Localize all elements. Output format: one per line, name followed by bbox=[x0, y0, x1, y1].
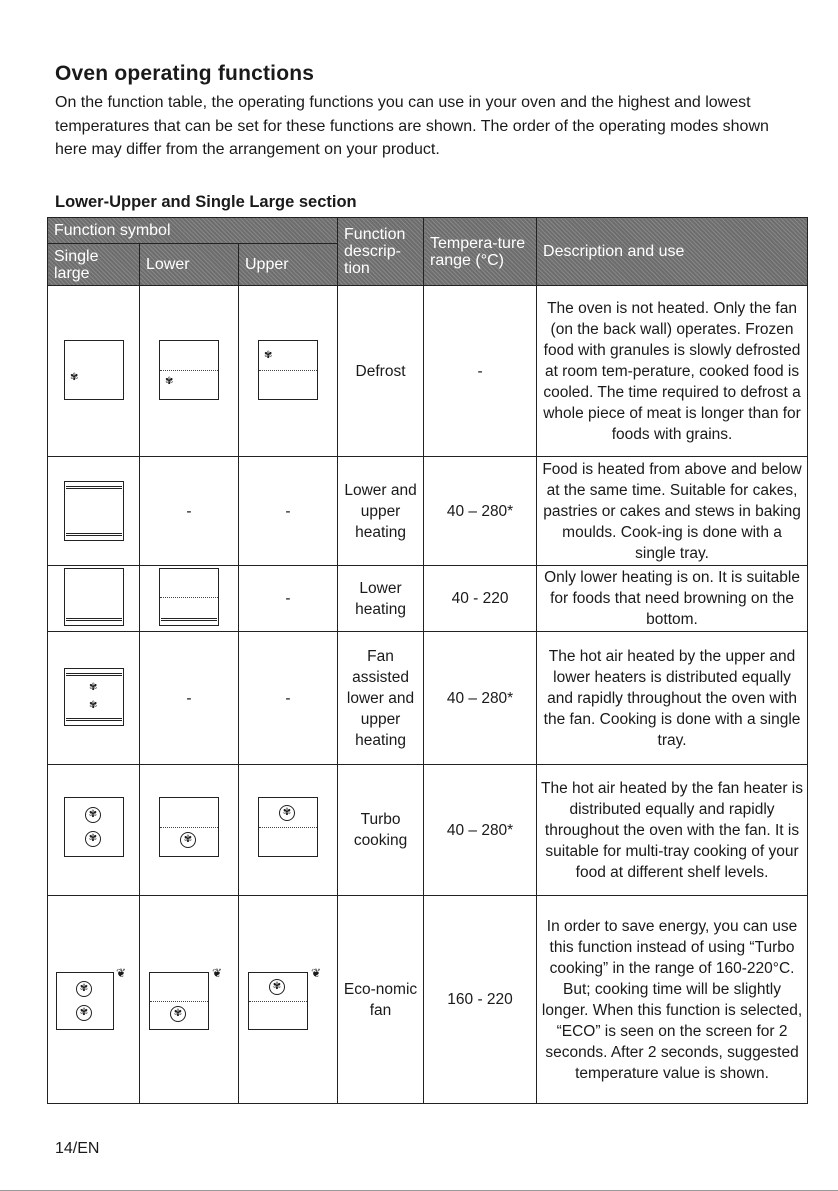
header-single-large: Single large bbox=[48, 244, 140, 286]
function-name: Eco-nomic fan bbox=[338, 896, 424, 1104]
circulating-fan-icon: ✾ bbox=[85, 831, 101, 847]
oven-symbol bbox=[159, 340, 219, 400]
lower-heater-line bbox=[66, 718, 122, 721]
symbol-lower bbox=[140, 566, 239, 632]
function-description: The hot air heated by the fan heater is distributed equally and rapidly throughout the oven with the fan. It is suitable for multi-tray cooking of your food at different shelf levels. bbox=[537, 765, 808, 896]
symbol-lower bbox=[140, 286, 239, 457]
function-table bbox=[47, 217, 808, 1104]
circulating-fan-icon: ✾ bbox=[269, 979, 285, 995]
header-lower: Lower bbox=[140, 244, 239, 286]
header-function-symbol: Function symbol bbox=[48, 218, 338, 244]
table-row bbox=[48, 632, 808, 765]
symbol-single-large bbox=[48, 896, 140, 1104]
header-description-and-use: Description and use bbox=[537, 218, 808, 286]
oven-symbol bbox=[258, 797, 318, 857]
temperature-range: 40 – 280* bbox=[424, 457, 537, 566]
symbol-upper bbox=[239, 896, 338, 1104]
symbol-upper: - bbox=[239, 566, 338, 632]
lower-heater-line bbox=[161, 618, 217, 621]
eco-leaf-icon: ❦ bbox=[116, 966, 127, 980]
symbol-single-large bbox=[48, 286, 140, 457]
function-table-wrapper bbox=[47, 217, 807, 1099]
oven-symbol bbox=[159, 797, 219, 857]
temperature-range: 160 - 220 bbox=[424, 896, 537, 1104]
circulating-fan-icon: ✾ bbox=[170, 1006, 186, 1022]
function-description: The oven is not heated. Only the fan (on the back wall) operates. Frozen food with granules is slowly defrosted at room tem-perature, cooked food is cooled. The time required to defrost a whole piece of meat is longer than for foods with grains. bbox=[537, 286, 808, 457]
oven-symbol bbox=[64, 340, 124, 400]
table-row bbox=[48, 896, 808, 1104]
section-divider bbox=[160, 827, 218, 828]
temperature-range: 40 – 280* bbox=[424, 765, 537, 896]
fan-icon: ✾ bbox=[89, 700, 98, 711]
symbol-upper: - bbox=[239, 632, 338, 765]
symbol-lower bbox=[140, 765, 239, 896]
symbol-lower: - bbox=[140, 457, 239, 566]
circulating-fan-icon: ✾ bbox=[76, 981, 92, 997]
circulating-fan-icon: ✾ bbox=[279, 805, 295, 821]
oven-symbol bbox=[258, 340, 318, 400]
header-temperature-range: Tempera-ture range (°C) bbox=[424, 218, 537, 286]
oven-symbol bbox=[149, 972, 209, 1030]
oven-symbol bbox=[159, 568, 219, 626]
symbol-lower: - bbox=[140, 632, 239, 765]
oven-symbol bbox=[64, 797, 124, 857]
lower-heater-line bbox=[66, 533, 122, 536]
function-name: Lower and upper heating bbox=[338, 457, 424, 566]
lower-heater-line bbox=[66, 618, 122, 621]
fan-icon: ✾ bbox=[165, 376, 174, 387]
table-row bbox=[48, 286, 808, 457]
function-name: Defrost bbox=[338, 286, 424, 457]
section-divider bbox=[150, 1001, 208, 1002]
intro-paragraph: On the function table, the operating functions you can use in your oven and the highest and lowest temperatures that can be set for these functions are shown. The order of the operating modes shown here may differ from the arrangement on your product. bbox=[55, 94, 769, 158]
circulating-fan-icon: ✾ bbox=[76, 1005, 92, 1021]
table-row bbox=[48, 566, 808, 632]
function-description: In order to save energy, you can use this function instead of using “Turbo cooking” in the range of 160-220°C. But; cooking time will be slightly longer. When this function is selected, “ECO” is seen on the screen for 2 seconds. After 2 seconds, suggested temperature value is shown. bbox=[537, 896, 808, 1104]
table-row bbox=[48, 457, 808, 566]
table-row bbox=[48, 765, 808, 896]
circulating-fan-icon: ✾ bbox=[180, 832, 196, 848]
symbol-upper: - bbox=[239, 457, 338, 566]
function-name: Lower heating bbox=[338, 566, 424, 632]
section-title: Lower-Upper and Single Large section bbox=[55, 193, 357, 211]
symbol-single-large bbox=[48, 632, 140, 765]
section-divider bbox=[259, 370, 317, 371]
symbol-single-large bbox=[48, 765, 140, 896]
section-divider bbox=[249, 1001, 307, 1002]
section-divider bbox=[259, 827, 317, 828]
header-function-description: Function descrip-tion bbox=[338, 218, 424, 286]
oven-symbol bbox=[64, 568, 124, 626]
fan-icon: ✾ bbox=[70, 372, 79, 383]
page-title: Oven operating functions bbox=[55, 62, 315, 85]
upper-heater-line bbox=[66, 486, 122, 489]
section-divider bbox=[160, 597, 218, 598]
function-name: Turbo cooking bbox=[338, 765, 424, 896]
eco-leaf-icon: ❦ bbox=[311, 966, 322, 980]
header-upper: Upper bbox=[239, 244, 338, 286]
circulating-fan-icon: ✾ bbox=[85, 807, 101, 823]
function-name: Fan assisted lower and upper heating bbox=[338, 632, 424, 765]
temperature-range: 40 – 280* bbox=[424, 632, 537, 765]
page-number: 14/EN bbox=[55, 1140, 100, 1157]
fan-icon: ✾ bbox=[264, 350, 273, 361]
upper-heater-line bbox=[66, 673, 122, 676]
symbol-upper bbox=[239, 765, 338, 896]
section-divider bbox=[160, 370, 218, 371]
oven-symbol bbox=[248, 972, 308, 1030]
fan-icon: ✾ bbox=[89, 682, 98, 693]
oven-symbol bbox=[64, 668, 124, 726]
function-description: Only lower heating is on. It is suitable for foods that need browning on the bottom. bbox=[537, 566, 808, 632]
symbol-upper bbox=[239, 286, 338, 457]
symbol-single-large bbox=[48, 457, 140, 566]
eco-leaf-icon: ❦ bbox=[212, 966, 223, 980]
symbol-single-large bbox=[48, 566, 140, 632]
temperature-range: 40 - 220 bbox=[424, 566, 537, 632]
oven-symbol bbox=[56, 972, 114, 1030]
symbol-lower bbox=[140, 896, 239, 1104]
function-description: The hot air heated by the upper and lower heaters is distributed equally and rapidly throughout the oven with the fan. Cooking is done with a single tray. bbox=[537, 632, 808, 765]
temperature-range: - bbox=[424, 286, 537, 457]
oven-symbol bbox=[64, 481, 124, 541]
function-description: Food is heated from above and below at the same time. Suitable for cakes, pastries or cakes and stews in baking moulds. Cook-ing is done with a single tray. bbox=[537, 457, 808, 566]
